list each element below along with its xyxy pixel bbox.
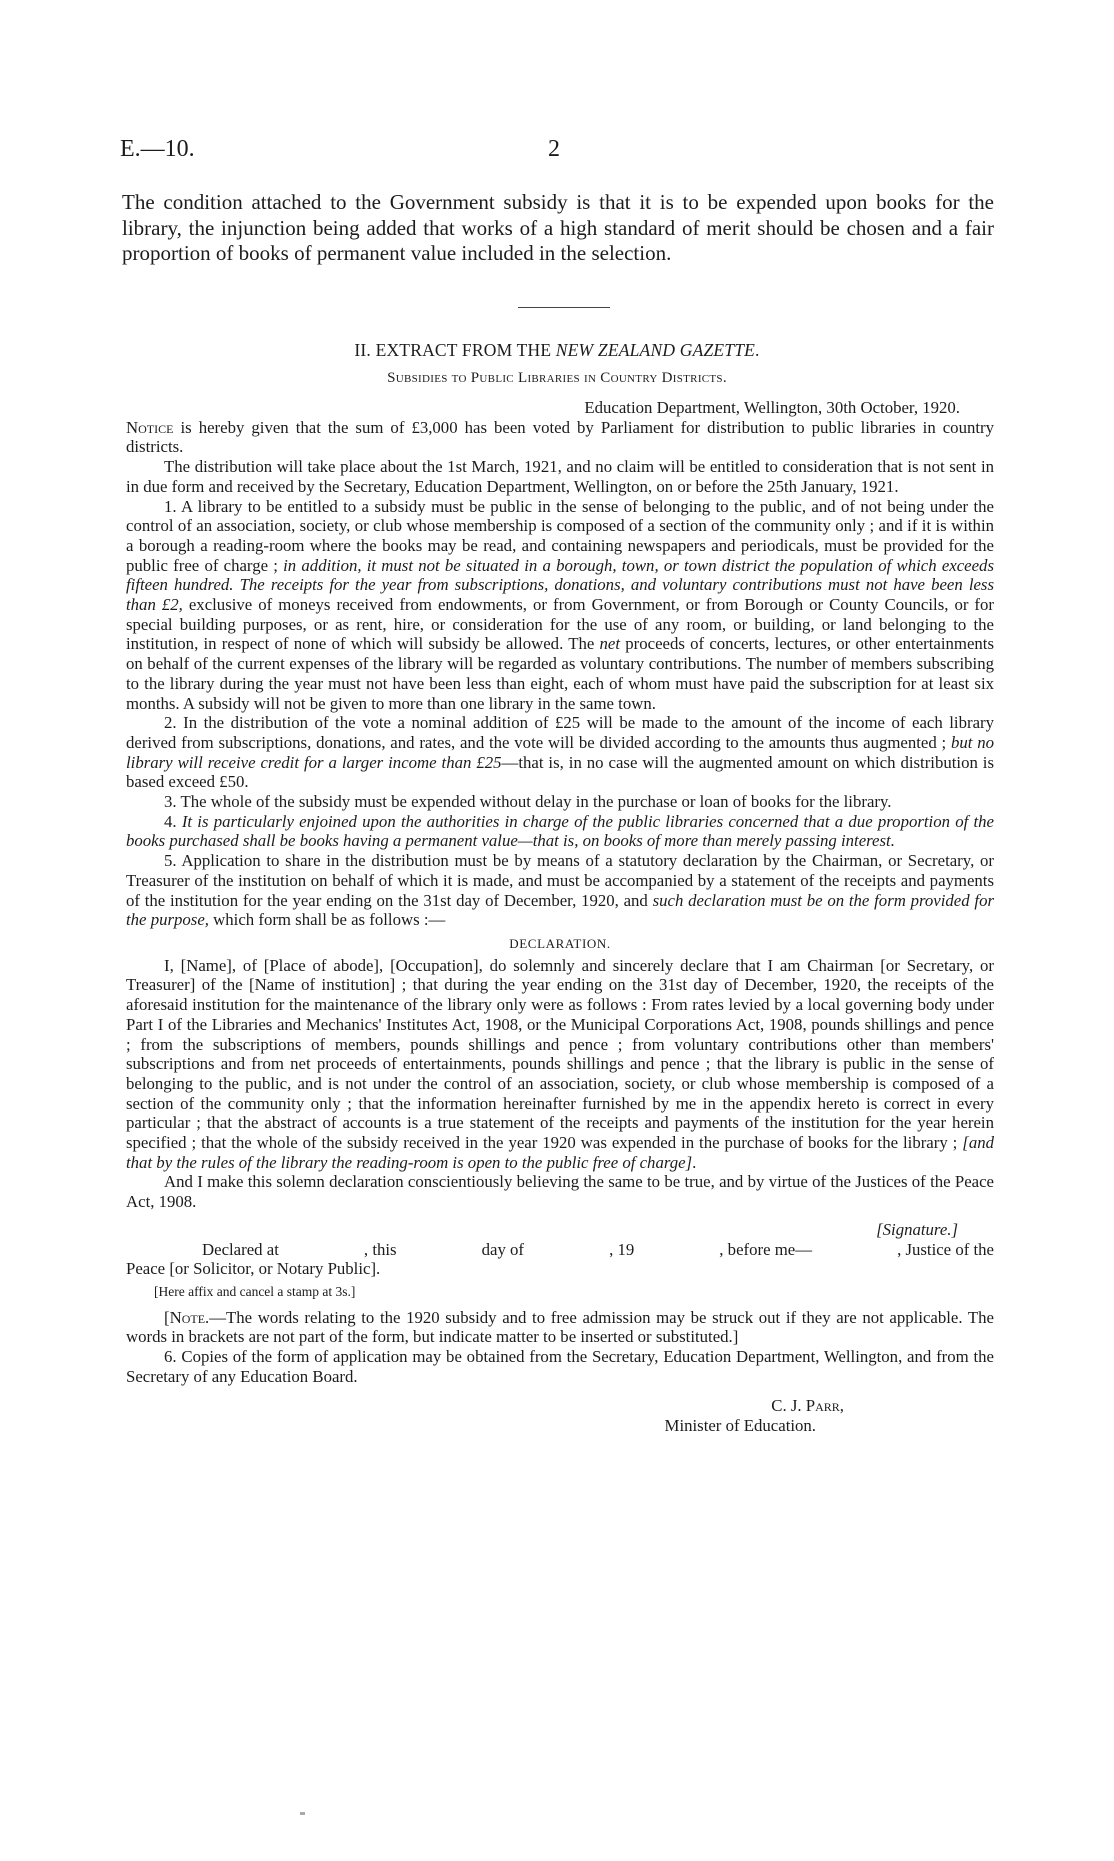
signatory-name: C. J. Parr, — [771, 1396, 844, 1416]
clause-5: 5. Application to share in the distribution must be by means of a statutory declaration by the Chairman, or Secretary, or Treasurer of the institution on behalf of which it is made, and must be accompanied by a statement of the receipts and payments of the institution for the year ending on the 31st day of December, 1920, and such declaration must be on the form provided for the purpose, which form shall be as follows :— — [126, 851, 994, 930]
paper-reference: E.—10. — [120, 136, 195, 162]
page-number: 2 — [548, 136, 560, 162]
declared-line-end: Peace [or Solicitor, or Notary Public]. — [126, 1259, 381, 1279]
section-divider — [518, 307, 610, 308]
declared-line: Declared at , this day of , 19 , before me— , Justice of the — [202, 1239, 994, 1259]
gazette-notice — [126, 398, 994, 1436]
declaration-closing: And I make this solemn declaration conscientiously believing the same to be true, and by virtue of the Justices of the Peace Act, 1908. — [126, 1172, 994, 1212]
editorial-note: [Note.—The words relating to the 1920 subsidy and to free admission may be struck out if they are not applicable. The words in brackets are not part of the form, but indicate matter to be inserted or substituted.] — [126, 1307, 994, 1347]
section-subtitle: Subsidies to Public Libraries in Country Districts. — [387, 370, 727, 386]
distribution-paragraph: The distribution will take place about the 1st March, 1921, and no claim will be entitled to consideration that is not sent in in due form and received by the Secretary, Education Department, Wellington, on or before the 25th January, 1921. — [126, 457, 994, 496]
clause-1: 1. A library to be entitled to a subsidy must be public in the sense of belonging to the public, and of not being under the control of an association, society, or club whose membership is composed of a section of the community only ; and if it is within a borough a reading-room where the books may be read, and containing newspapers and periodicals, must be provided for the public free of charge ; in addition, it must not be situated in a borough, town, or town district the population of which exceeds fifteen hundred. The receipts for the year from subscriptions, donations, and voluntary contributions must not have been less than £2, exclusive of moneys received from endowments, or from Government, or from Borough or County Councils, or for special building purposes, or as rent, hire, or consideration for the use of any room, or building, or land belonging to the institution, in respect of none of which will subsidy be allowed. The net proceeds of concerts, lectures, or other entertainments on behalf of the current expenses of the library will be regarded as voluntary contributions. The number of members subscribing to the library during the year must not have been less than eight, each of whom must have paid the subscription for at least six months. A subsidy will not be given to more than one library in the same town. — [126, 496, 995, 713]
scan-speck — [300, 1812, 305, 1815]
clause-2: 2. In the distribution of the vote a nominal addition of £25 will be made to the amount of the income of each library derived from subscriptions, donations, and rates, and the vote will be divided according to the amounts thus augmented ; but no library will receive credit for a larger income than £25—that is, in no case will the augmented amount on which distribution is based exceed £50. — [126, 713, 995, 792]
clause-4: 4. It is particularly enjoined upon the authorities in charge of the public libraries concerned that a due proportion of the books purchased shall be books having a permanent value—that is, on books of more than merely passing interest. — [126, 811, 994, 851]
declaration-heading: DECLARATION. — [509, 935, 611, 951]
signature-placeholder: [Signature.] — [876, 1219, 958, 1239]
intro-paragraph: The condition attached to the Government subsidy is that it is to be expended upon books for the library, the injunction being added that works of a high standard of merit should be chosen and a fair proportion of books of permanent value included in the selection. — [122, 190, 994, 265]
clause-6: 6. Copies of the form of application may be obtained from the Secretary, Education Department, Wellington, and from the Secretary of any Education Board. — [126, 1347, 994, 1386]
clause-3: 3. The whole of the subsidy must be expended without delay in the purchase or loan of books for the library. — [164, 792, 892, 812]
stamp-note: [Here affix and cancel a stamp at 3s.] — [154, 1283, 356, 1299]
dateline: Education Department, Wellington, 30th October, 1920. — [584, 398, 960, 417]
declaration-body: I, [Name], of [Place of abode], [Occupation], do solemnly and sincerely declare that I am Chairman [or Secretary, or Treasurer] of the [Name of institution] ; that during the year ending on the 31st day of December, 1920, the receipts of the aforesaid institution for the maintenance of the library only were as follows : From rates levied by a local governing body under Part I of the Libraries and Mechanics' Institutes Act, 1908, or the Municipal Corporations Act, 1908, pounds shillings and pence ; from the subscriptions of members, pounds shillings and pence ; from voluntary contributions other than members' subscriptions and from net proceeds of entertainments, pounds shillings and pence ; that the library is public in the sense of belonging to the public, and is not under the control of an association, society, or club whose membership is composed of a section of the community only ; that the information hereinafter furnished by me in the appendix hereto is correct in every particular ; that the abstract of accounts is a true statement of the receipts and payments of the institution for the year herein specified ; that the whole of the subsidy received in the year 1920 was expended in the purchase of books for the library ; [and that by the rules of the library the reading-room is open to the public free of charge]. — [126, 955, 994, 1172]
section-title: II. EXTRACT FROM THE NEW ZEALAND GAZETTE. — [354, 340, 760, 360]
signatory-title: Minister of Education. — [664, 1416, 816, 1436]
notice-paragraph: Notice is hereby given that the sum of £3,000 has been voted by Parliament for distribution to public libraries in country districts. — [126, 417, 994, 457]
